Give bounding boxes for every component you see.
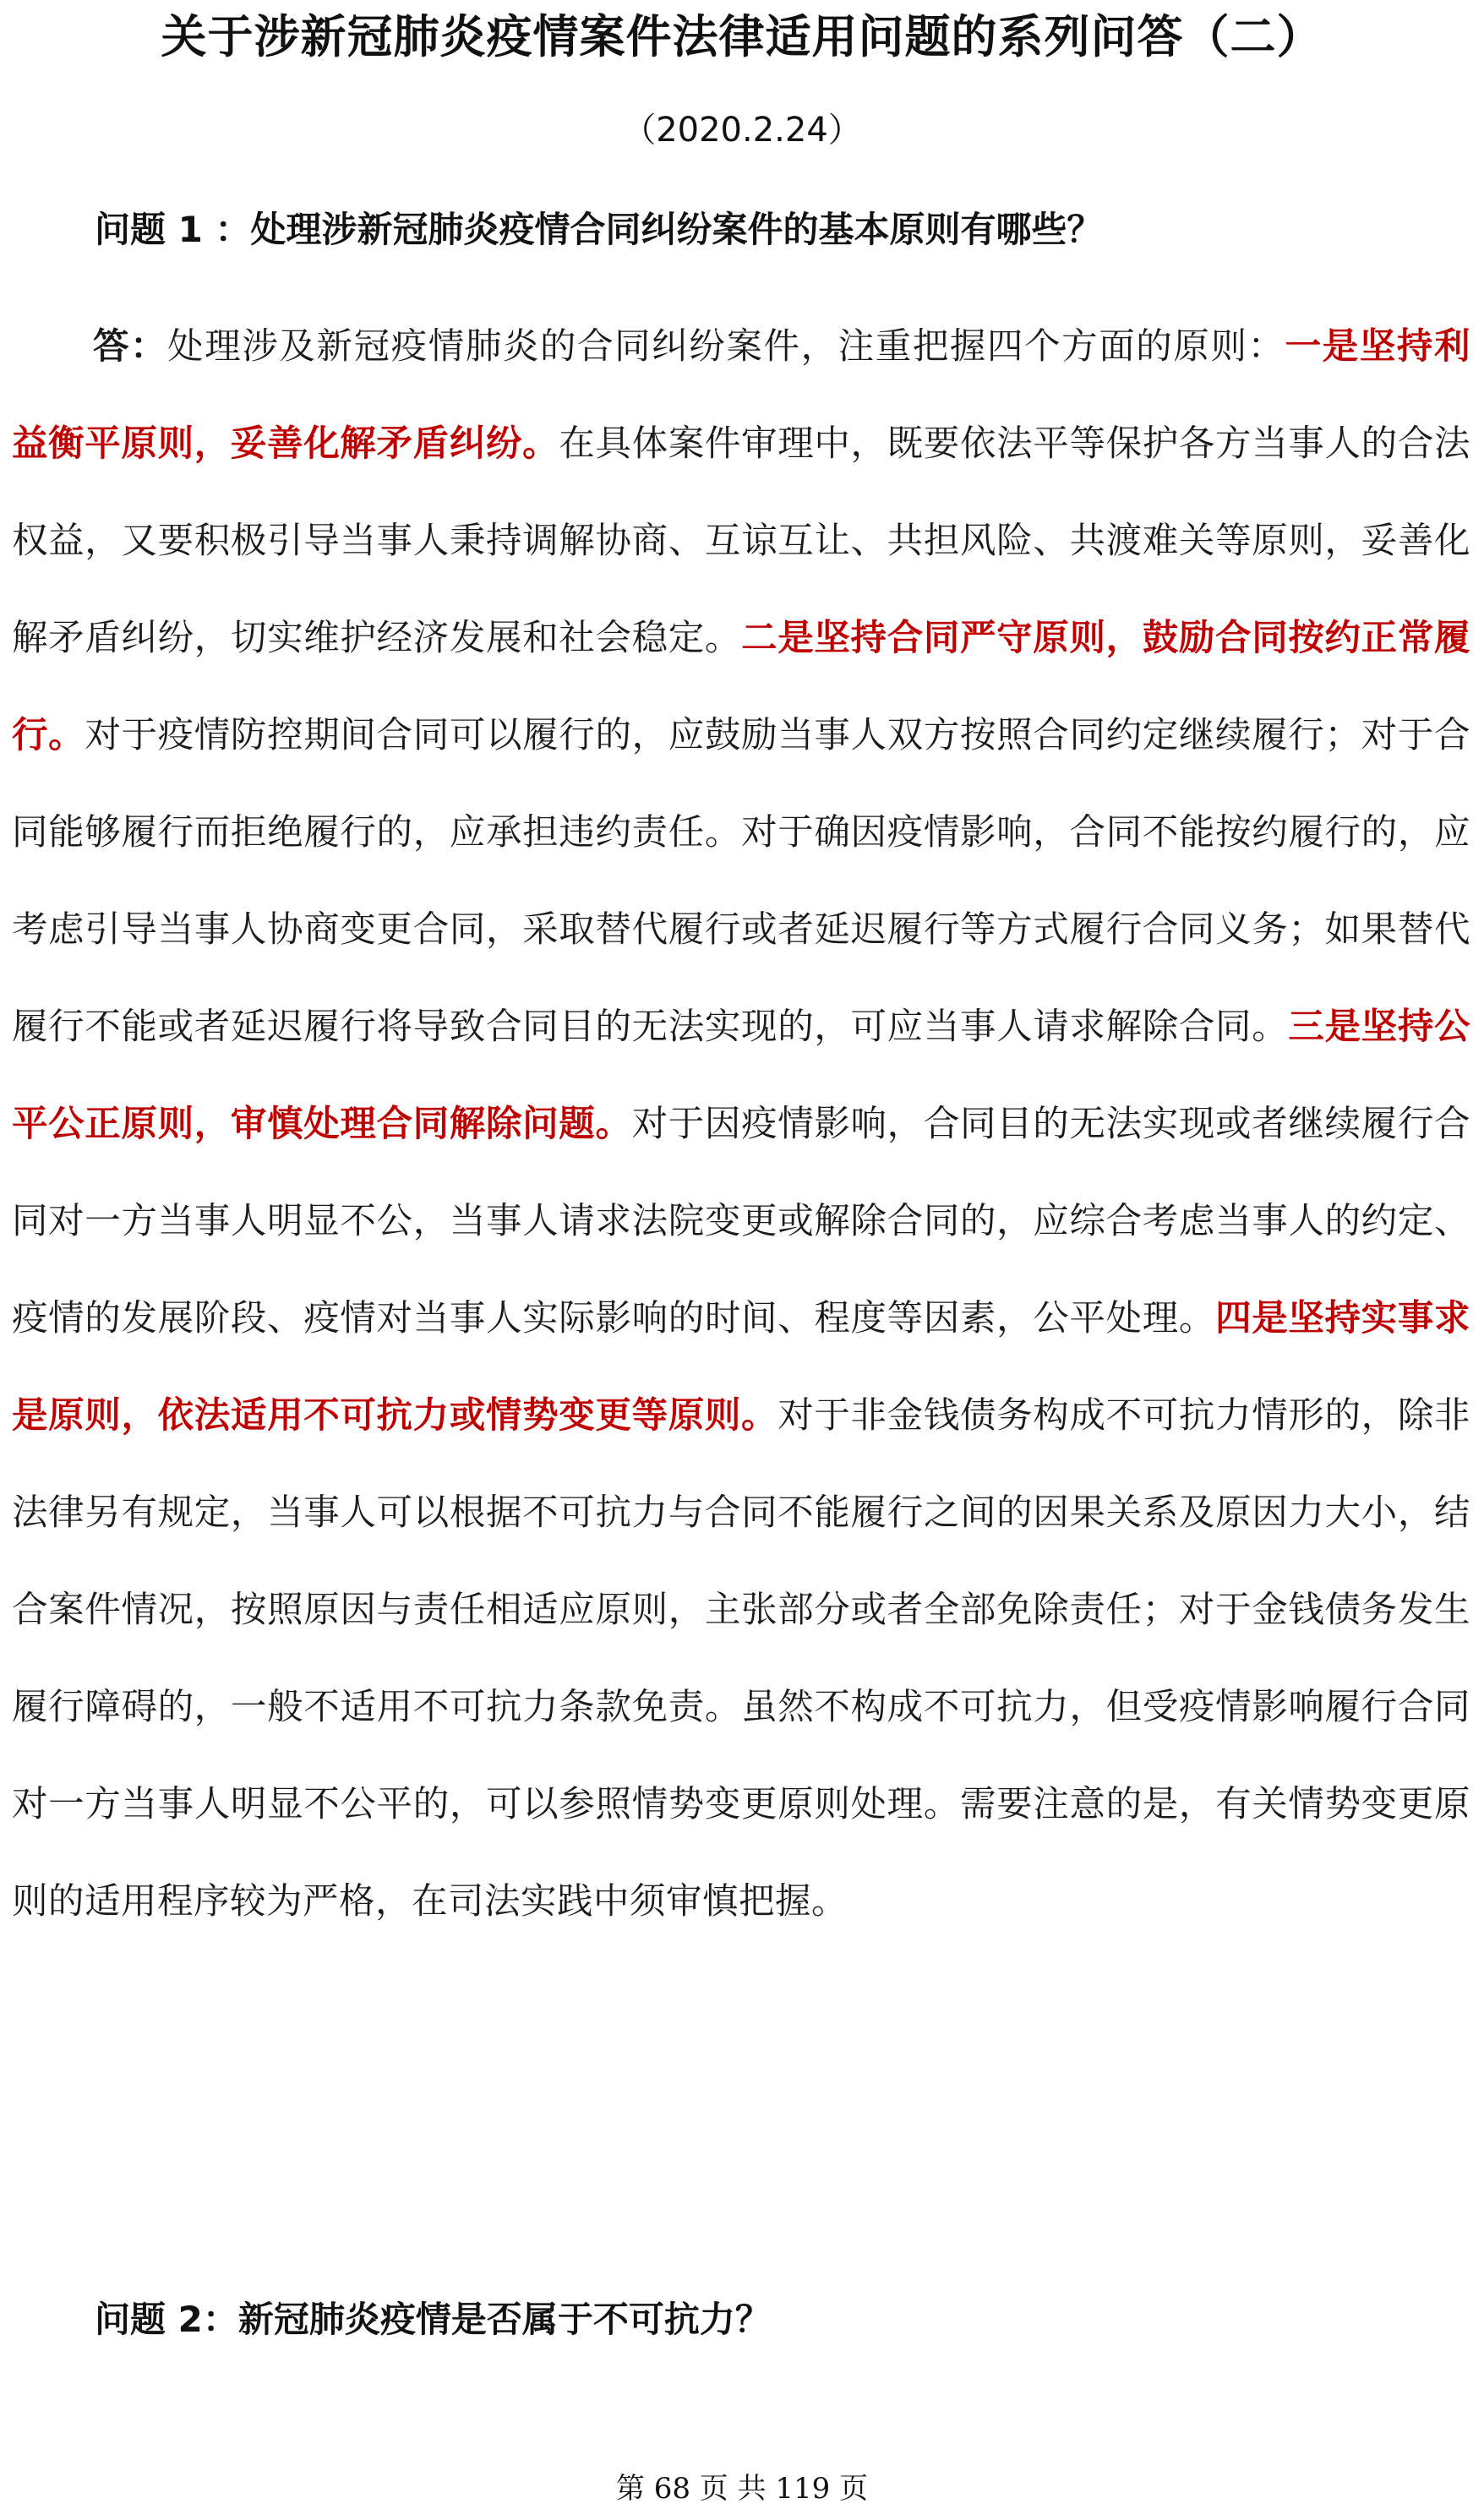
principle-2-heading: 二是坚持合同严守原则，鼓励合同按约正常履行。 — [12, 618, 1470, 756]
principle-1-text: 在具体案件审理中，既要依法平等保护各方当事人的合法权益，又要积极引导当事人秉持调解协商、互谅互让、共担风险、共渡难关等原则，妥善化解矛盾纠纷，切实维护经济发展和社会稳定。 — [12, 423, 1470, 659]
question-2-heading: 问题 2：新冠肺炎疫情是否属于不可抗力？ — [95, 2299, 771, 2340]
page-footer: 第 68 页 共 119 页 — [615, 2472, 869, 2506]
document-date: （2020.2.24） — [622, 111, 862, 150]
principle-3-heading: 三是坚持公平公正原则，审慎处理合同解除问题。 — [12, 1006, 1470, 1145]
document-title: 关于涉新冠肺炎疫情案件法律适用问题的系列问答（二） — [161, 10, 1323, 63]
question-1-heading: 问题 1 ：处理涉新冠肺炎疫情合同纠纷案件的基本原则有哪些？ — [95, 209, 1103, 250]
answer-lead: 答： — [93, 326, 168, 368]
principle-2-text: 对于疫情防控期间合同可以履行的，应鼓励当事人双方按照合同约定继续履行；对于合同能够履行而拒绝履行的，应承担违约责任。对于确因疫情影响，合同不能按约履行的，应考虑引导当事人协商变更合同，采取替代履行或者延迟履行等方式履行合同义务；如果替代履行不能或者延迟履行将导致合同目的无法实现的，可应当事人请求解除合同。 — [12, 715, 1470, 1048]
principle-1-heading: 一是坚持利益衡平原则，妥善化解矛盾纠纷。 — [12, 326, 1470, 465]
principle-4-text: 对于非金钱债务构成不可抗力情形的，除非法律另有规定，当事人可以根据不可抗力与合同不能履行之间的因果关系及原因力大小，结合案件情况，按照原因与责任相适应原则，主张部分或者全部免除责任；对于金钱债务发生履行障碍的，一般不适用不可抗力条款免责。虽然不构成不可抗力，但受疫情影响履行合同对一方当事人明显不公平的，可以参照情势变更原则处理。需要注意的是，有关情势变更原则的适用程序较为严格，在司法实践中须审慎把握。 — [12, 1395, 1470, 1923]
answer-intro: 处理涉及新冠疫情肺炎的合同纠纷案件，注重把握四个方面的原则： — [167, 326, 1285, 368]
principle-4-heading: 四是坚持实事求是原则，依法适用不可抗力或情势变更等原则。 — [12, 1298, 1470, 1437]
principle-3-text: 对于因疫情影响，合同目的无法实现或者继续履行合同对一方当事人明显不公，当事人请求法院变更或解除合同的，应综合考虑当事人的约定、疫情的发展阶段、疫情对当事人实际影响的时间、程度等因素，公平处理。 — [12, 1104, 1470, 1339]
answer-paragraph — [12, 298, 1470, 1950]
